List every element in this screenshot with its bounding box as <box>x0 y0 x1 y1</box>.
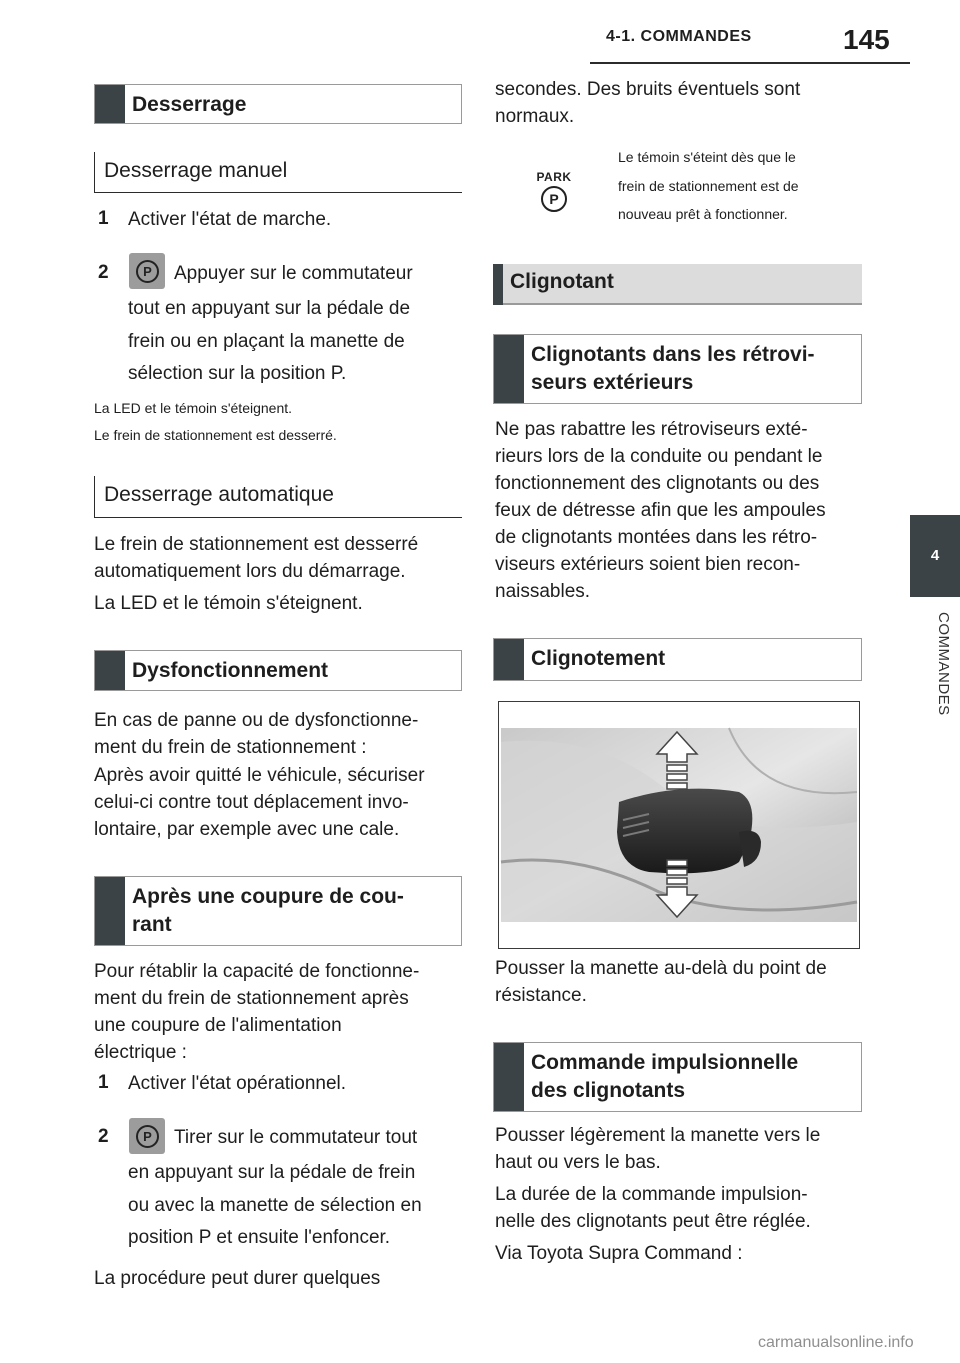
note-text: frein de stationnement est de <box>618 178 799 194</box>
heading-text: Dysfonctionnement <box>132 659 329 682</box>
heading-bar <box>494 639 524 680</box>
subheading-auto <box>94 476 462 518</box>
paragraph: En cas de panne ou de dysfonctionne- <box>94 710 419 731</box>
heading-desserrage <box>94 84 462 124</box>
subheading-manuel <box>94 152 462 193</box>
heading-bar <box>494 335 524 403</box>
step-text: Activer l'état opérationnel. <box>128 1073 347 1094</box>
paragraph: de clignotants montées dans les rétro- <box>495 527 818 548</box>
heading-impulsionnelle <box>493 1042 862 1112</box>
note-text: Le frein de stationnement est desserré. <box>94 427 337 443</box>
page-number: 145 <box>843 24 890 55</box>
note-text: La LED et le témoin s'éteignent. <box>94 400 293 416</box>
step-number: 1 <box>98 208 109 229</box>
heading-text: Clignotants dans les rétrovi- seurs extérieurs <box>531 343 815 394</box>
step-text: sélection sur la position P. <box>128 363 347 384</box>
heading-bar <box>95 85 125 123</box>
paragraph: Le frein de stationnement est desserré <box>94 534 419 555</box>
paragraph: secondes. Des bruits éventuels sont <box>495 79 801 100</box>
heading-bar <box>95 877 125 945</box>
paragraph: nelle des clignotants peut être réglée. <box>495 1211 811 1232</box>
heading-bar <box>493 264 503 305</box>
chapter-label: COMMANDES <box>935 612 952 716</box>
paragraph: Après avoir quitté le véhicule, sécuriser <box>94 765 425 786</box>
chapter-tab[interactable] <box>910 515 960 597</box>
paragraph: automatiquement lors du démarrage. <box>94 561 406 582</box>
step-text: position P et ensuite l'enfoncer. <box>128 1227 391 1248</box>
paragraph: électrique : <box>94 1042 187 1063</box>
step-number: 2 <box>98 1126 109 1147</box>
heading-coupure <box>94 876 462 946</box>
step-text: Appuyer sur le commutateur <box>174 263 413 284</box>
paragraph: La procédure peut durer quelques <box>94 1268 381 1289</box>
heading-dysfonctionnement <box>94 650 462 691</box>
heading-text: Desserrage <box>132 93 247 116</box>
watermark[interactable]: carmanualsonline.info <box>758 1334 914 1351</box>
lever-drawing <box>499 702 859 948</box>
paragraph: celui-ci contre tout déplacement invo- <box>94 792 409 813</box>
paragraph: viseurs extérieurs soient bien recon- <box>495 554 801 575</box>
chapter-number: 4 <box>930 547 940 564</box>
paragraph: fonctionnement des clignotants ou des <box>495 473 820 494</box>
heading-bar <box>95 651 125 690</box>
subheading-text: Desserrage manuel <box>104 159 288 182</box>
parking-brake-switch-icon: P <box>129 1118 165 1154</box>
paragraph: Pour rétablir la capacité de fonctionne- <box>94 961 420 982</box>
paragraph: Via Toyota Supra Command : <box>495 1243 743 1264</box>
section-title: 4-1. COMMANDES <box>606 28 752 45</box>
park-brake-icon: PARK P <box>534 170 574 214</box>
parking-brake-switch-icon: P <box>129 253 165 289</box>
paragraph: haut ou vers le bas. <box>495 1152 661 1173</box>
paragraph: rieurs lors de la conduite ou pendant le <box>495 446 823 467</box>
step-text: Tirer sur le commutateur tout <box>174 1127 418 1148</box>
note-text: Le témoin s'éteint dès que le <box>618 149 796 165</box>
heading-text: Clignotant <box>510 270 614 293</box>
step-number: 2 <box>98 262 109 283</box>
paragraph: une coupure de l'alimentation <box>94 1015 342 1036</box>
heading-bar <box>494 1043 524 1111</box>
heading-text: Clignotement <box>531 647 666 670</box>
subheading-text: Desserrage automatique <box>104 483 334 506</box>
step-number: 1 <box>98 1072 109 1093</box>
paragraph: La durée de la commande impulsion- <box>495 1184 808 1205</box>
turn-signal-lever-illustration <box>498 701 860 949</box>
paragraph: Ne pas rabattre les rétroviseurs exté- <box>495 419 808 440</box>
figure-caption: résistance. <box>495 985 587 1006</box>
heading-clignotement <box>493 638 862 681</box>
paragraph: naissables. <box>495 581 591 602</box>
step-text: tout en appuyant sur la pédale de <box>128 298 411 319</box>
note-text: nouveau prêt à fonctionner. <box>618 206 788 222</box>
step-text: Activer l'état de marche. <box>128 209 332 230</box>
paragraph: Pousser légèrement la manette vers le <box>495 1125 821 1146</box>
step-text: frein ou en plaçant la manette de <box>128 331 405 352</box>
header-rule <box>590 62 910 64</box>
paragraph: La LED et le témoin s'éteignent. <box>94 593 363 614</box>
heading-retroviseurs <box>493 334 862 404</box>
paragraph: ment du frein de stationnement après <box>94 988 409 1009</box>
paragraph: normaux. <box>495 106 575 127</box>
heading-text: Commande impulsionnelle des clignotants <box>531 1051 799 1102</box>
step-text: ou avec la manette de sélection en <box>128 1195 422 1216</box>
heading-text: Après une coupure de cou- rant <box>132 885 404 936</box>
paragraph: ment du frein de stationnement : <box>94 737 367 758</box>
figure-caption: Pousser la manette au-delà du point de <box>495 958 827 979</box>
heading-clignotant <box>493 264 862 305</box>
paragraph: feux de détresse afin que les ampoules <box>495 500 826 521</box>
step-text: en appuyant sur la pédale de frein <box>128 1162 416 1183</box>
paragraph: lontaire, par exemple avec une cale. <box>94 819 400 840</box>
